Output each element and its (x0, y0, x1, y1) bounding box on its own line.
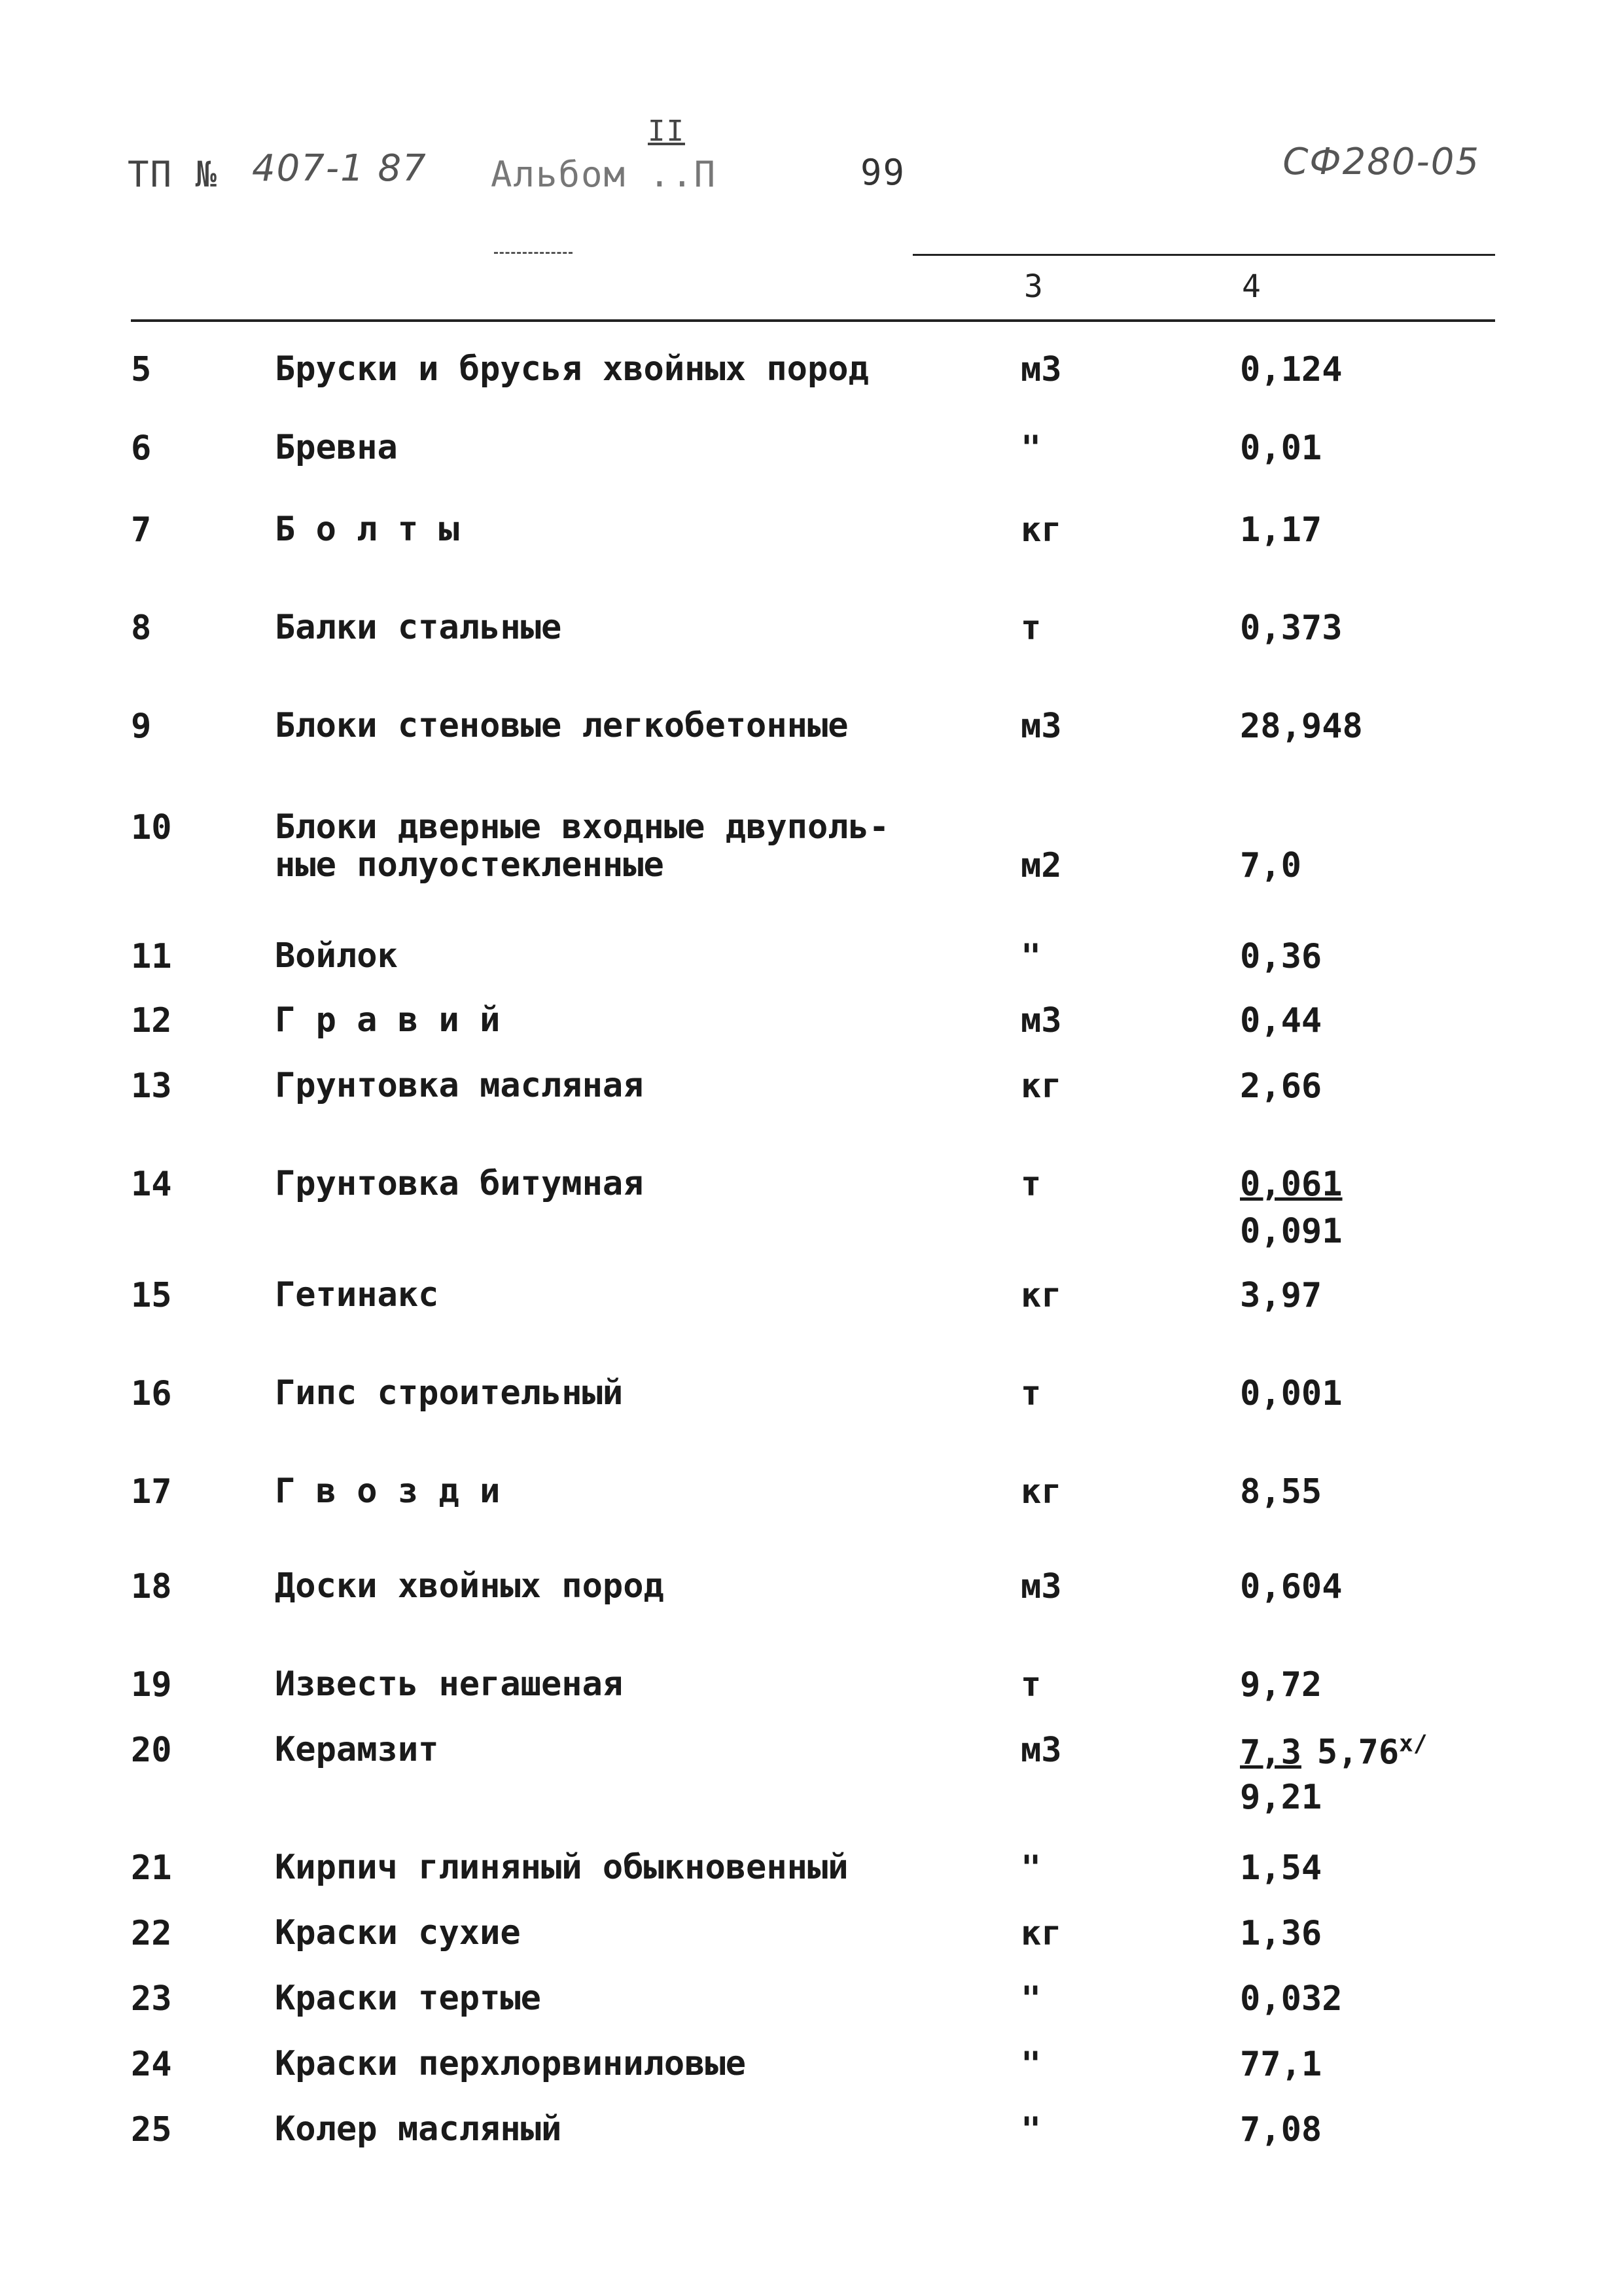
quantity-value (1240, 937, 1322, 976)
material-name: Керамзит (275, 1730, 439, 1769)
quantity-main: 0,124 (1240, 350, 1343, 389)
quantity-value (1240, 1067, 1322, 1106)
quantity-value (1240, 707, 1363, 746)
quantity-value (1240, 1472, 1322, 1511)
quantity-value (1240, 429, 1322, 468)
unit-of-measure: " (1021, 937, 1042, 976)
quantity-main: 0,061 (1240, 1165, 1343, 1204)
unit-of-measure: " (1021, 1979, 1042, 2019)
material-name: Блоки дверные входные двуполь- ные полуостекленные (275, 807, 890, 885)
row-number: 5 (131, 350, 152, 389)
material-name: Грунтовка масляная (275, 1066, 644, 1105)
column-header-3: 3 (1024, 268, 1043, 305)
project-number: 407-1 87 (252, 147, 427, 190)
quantity-value (1240, 2045, 1322, 2084)
quantity-value (1240, 846, 1301, 885)
row-number: 19 (131, 1665, 172, 1704)
material-name: Бруски и брусья хвойных пород (275, 349, 869, 389)
quantity-value (1240, 1276, 1322, 1315)
unit-of-measure: кг (1021, 1472, 1062, 1511)
quantity-main: 7,08 (1240, 2110, 1322, 2149)
header-short-rule (494, 252, 573, 254)
quantity-main: 2,66 (1240, 1067, 1322, 1106)
quantity-main: 0,44 (1240, 1001, 1322, 1040)
unit-of-measure: т (1021, 609, 1042, 648)
quantity-main: 0,032 (1240, 1979, 1343, 2019)
unit-of-measure: " (1021, 429, 1042, 468)
quantity-main: 3,97 (1240, 1276, 1322, 1315)
quantity-main: 0,373 (1240, 609, 1343, 648)
material-name: Г в о з д и (275, 1472, 501, 1511)
row-number: 23 (131, 1979, 172, 2019)
row-number: 14 (131, 1165, 172, 1204)
unit-of-measure: м3 (1021, 1731, 1062, 1770)
quantity-main: 7,0 (1240, 846, 1301, 885)
tp-label: ТП № (128, 154, 219, 195)
material-name: Гипс строительный (275, 1373, 624, 1413)
unit-of-measure: т (1021, 1374, 1042, 1413)
quantity-value (1240, 1567, 1343, 1606)
unit-of-measure: кг (1021, 1276, 1062, 1315)
quantity-main: 0,01 (1240, 429, 1322, 468)
material-name: Грунтовка битумная (275, 1164, 644, 1203)
quantity-main: 0,604 (1240, 1567, 1343, 1606)
quantity-main: 1,54 (1240, 1848, 1322, 1888)
row-number: 8 (131, 609, 152, 648)
quantity-value (1240, 1665, 1322, 1704)
column-header-4: 4 (1242, 268, 1261, 305)
material-name: Краски сухие (275, 1913, 521, 1952)
unit-of-measure: т (1021, 1665, 1042, 1704)
row-number: 24 (131, 2045, 172, 2084)
table-top-rule (913, 254, 1495, 256)
unit-of-measure: м2 (1021, 846, 1062, 885)
material-name: Известь негашеная (275, 1665, 624, 1704)
unit-of-measure: м3 (1021, 1001, 1062, 1040)
quantity-second-value: 0,091 (1240, 1212, 1343, 1251)
row-number: 7 (131, 510, 152, 550)
quantity-value (1240, 1979, 1343, 2019)
unit-of-measure: " (1021, 2045, 1042, 2084)
row-number: 18 (131, 1567, 172, 1606)
quantity-value (1240, 1914, 1322, 1953)
row-number: 17 (131, 1472, 172, 1511)
material-name: Балки стальные (275, 608, 562, 647)
material-name: Краски тертые (275, 1979, 541, 2018)
row-number: 22 (131, 1914, 172, 1953)
quantity-value (1240, 2110, 1322, 2149)
row-number: 25 (131, 2110, 172, 2149)
column-header-rule (131, 319, 1495, 322)
page-number: 99 (860, 152, 906, 193)
row-number: 10 (131, 808, 172, 847)
material-name: Блоки стеновые легкобетонные (275, 706, 849, 745)
quantity-main: 1,17 (1240, 510, 1322, 550)
quantity-value (1240, 1374, 1343, 1413)
quantity-value (1240, 350, 1343, 389)
row-number: 6 (131, 429, 152, 468)
material-name: Войлок (275, 936, 398, 976)
quantity-value (1240, 1165, 1343, 1204)
material-name: Доски хвойных пород (275, 1566, 664, 1606)
unit-of-measure: кг (1021, 1067, 1062, 1106)
sheet-code: СФ280-05 (1282, 141, 1480, 183)
unit-of-measure: т (1021, 1165, 1042, 1204)
quantity-value (1240, 1001, 1322, 1040)
quantity-main: 7,3 (1240, 1733, 1301, 1773)
album-label: Альбом ..П (491, 154, 717, 195)
material-name: Краски перхлорвиниловые (275, 2044, 747, 2083)
material-name: Б о л т ы (275, 510, 459, 549)
quantity-value (1240, 1848, 1322, 1888)
quantity-main: 77,1 (1240, 2045, 1322, 2084)
album-roman: II (648, 115, 685, 148)
unit-of-measure: м3 (1021, 1567, 1062, 1606)
quantity-main: 9,72 (1240, 1665, 1322, 1704)
quantity-value (1240, 510, 1322, 550)
unit-of-measure: " (1021, 2110, 1042, 2149)
quantity-main: 0,36 (1240, 937, 1322, 976)
quantity-main: 28,948 (1240, 707, 1363, 746)
footnote-mark: x/ (1399, 1731, 1428, 1757)
material-name: Г р а в и й (275, 1000, 501, 1040)
row-number: 16 (131, 1374, 172, 1413)
row-number: 11 (131, 937, 172, 976)
row-number: 20 (131, 1731, 172, 1770)
unit-of-measure: м3 (1021, 707, 1062, 746)
quantity-extra: $5,76^{x/}$ (1316, 1731, 1428, 1773)
row-number: 15 (131, 1276, 172, 1315)
quantity-value (1240, 1731, 1428, 1772)
material-name: Бревна (275, 428, 398, 467)
row-number: 13 (131, 1067, 172, 1106)
material-name: Колер масляный (275, 2110, 562, 2149)
quantity-value (1240, 609, 1343, 648)
row-number: 9 (131, 707, 152, 746)
unit-of-measure: " (1021, 1848, 1042, 1888)
unit-of-measure: кг (1021, 1914, 1062, 1953)
row-number: 21 (131, 1848, 172, 1888)
material-name: Кирпич глиняный обыкновенный (275, 1848, 849, 1887)
unit-of-measure: кг (1021, 510, 1062, 550)
quantity-main: 8,55 (1240, 1472, 1322, 1511)
row-number: 12 (131, 1001, 172, 1040)
material-name: Гетинакс (275, 1275, 439, 1315)
quantity-second-value: 9,21 (1240, 1778, 1322, 1817)
quantity-main: 0,001 (1240, 1374, 1343, 1413)
unit-of-measure: м3 (1021, 350, 1062, 389)
quantity-main: 1,36 (1240, 1914, 1322, 1953)
